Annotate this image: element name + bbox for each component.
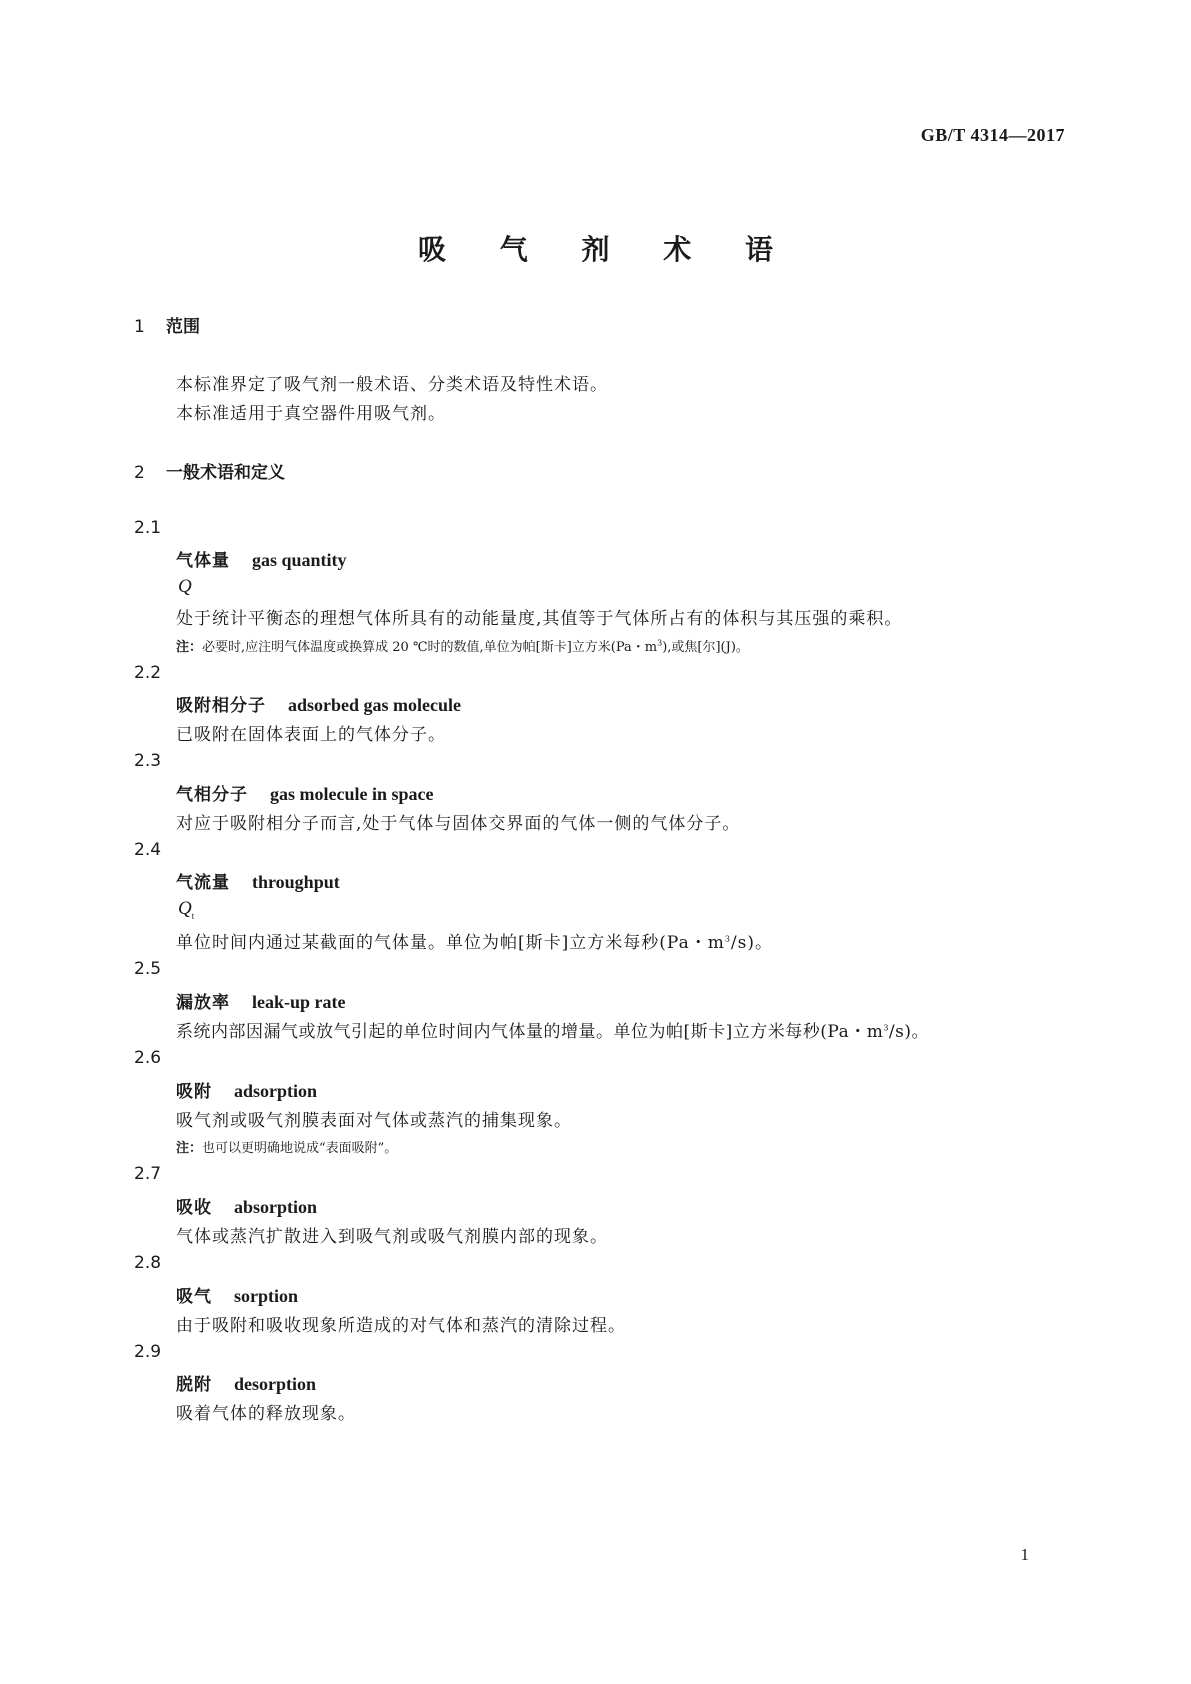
term-chinese: 吸附相分子	[176, 696, 266, 716]
term-english: throughput	[252, 872, 340, 892]
term-english: adsorption	[234, 1081, 318, 1101]
term-chinese: 漏放率	[176, 993, 230, 1013]
term-english: desorption	[234, 1374, 317, 1394]
note-label: 注：	[176, 1141, 203, 1156]
section-number: 2	[134, 463, 145, 483]
term-heading	[176, 780, 434, 805]
symbol-letter: Q	[178, 898, 192, 919]
term-english: adsorbed gas molecule	[288, 695, 461, 715]
definition-text: 单位时间内通过某截面的气体量。单位为帕[斯卡]立方米每秒(Pa・m	[176, 933, 725, 953]
definition-text: /s)。	[888, 1022, 930, 1042]
section-title: 一般术语和定义	[166, 463, 285, 483]
term-number: 2.9	[134, 1342, 162, 1362]
term-number: 2.2	[134, 663, 162, 683]
term-chinese: 气体量	[176, 551, 230, 571]
section-2-heading	[134, 458, 285, 483]
term-english: sorption	[234, 1286, 299, 1306]
term-heading	[176, 1282, 298, 1307]
term-number: 2.3	[134, 751, 162, 771]
note-text: 也可以更明确地说成“表面吸附”。	[202, 1141, 398, 1156]
term-heading	[176, 1370, 316, 1395]
term-number: 2.5	[134, 959, 162, 979]
term-english: gas molecule in space	[270, 784, 434, 804]
term-definition	[176, 928, 773, 953]
term-chinese: 气流量	[176, 873, 230, 893]
term-note	[176, 1137, 397, 1156]
symbol-subscript: t	[191, 910, 195, 921]
definition-text: 系统内部因漏气或放气引起的单位时间内气体量的增量。单位为帕[斯卡]立方米每秒(Pa・m	[176, 1022, 884, 1042]
note-label: 注：	[176, 640, 203, 655]
term-symbol	[178, 898, 194, 921]
term-definition	[176, 1017, 929, 1042]
term-note	[176, 636, 749, 655]
term-heading	[176, 1077, 317, 1102]
section-title: 范围	[166, 317, 200, 337]
scope-paragraph: 本标准界定了吸气剂一般术语、分类术语及特性术语。	[176, 375, 608, 395]
term-heading	[176, 546, 347, 571]
term-definition: 吸气剂或吸气剂膜表面对气体或蒸汽的捕集现象。	[176, 1111, 572, 1131]
term-heading	[176, 1193, 317, 1218]
term-definition: 已吸附在固体表面上的气体分子。	[176, 725, 446, 745]
term-number: 2.4	[134, 840, 162, 860]
term-heading	[176, 868, 340, 893]
term-number: 2.6	[134, 1048, 162, 1068]
term-number: 2.1	[134, 518, 162, 538]
note-text: 必要时,应注明气体温度或换算成 20 ℃时的数值,单位为帕[斯卡]立方米(Pa・m	[202, 640, 658, 655]
term-chinese: 吸附	[176, 1082, 212, 1102]
superscript: 3	[724, 934, 731, 944]
page-number: 1	[1020, 1545, 1029, 1564]
document-title: 吸 气 剂 术 语	[418, 233, 795, 266]
term-chinese: 脱附	[176, 1375, 212, 1395]
section-1-heading	[134, 312, 200, 337]
term-definition: 由于吸附和吸收现象所造成的对气体和蒸汽的清除过程。	[176, 1316, 626, 1336]
term-number: 2.8	[134, 1253, 162, 1273]
term-heading	[176, 691, 461, 716]
term-chinese: 吸收	[176, 1198, 212, 1218]
term-definition: 处于统计平衡态的理想气体所具有的动能量度,其值等于气体所占有的体积与其压强的乘积。	[176, 609, 903, 629]
superscript: 3	[657, 638, 663, 648]
standard-code: GB/T 4314—2017	[920, 125, 1065, 145]
section-number: 1	[134, 317, 145, 337]
superscript: 3	[883, 1023, 889, 1033]
note-text: ),或焦[尔](J)。	[662, 640, 749, 655]
term-number: 2.7	[134, 1164, 162, 1184]
term-english: gas quantity	[252, 550, 347, 570]
term-definition: 对应于吸附相分子而言,处于气体与固体交界面的气体一侧的气体分子。	[176, 814, 741, 834]
term-heading	[176, 988, 346, 1013]
scope-paragraph: 本标准适用于真空器件用吸气剂。	[176, 404, 446, 424]
term-definition: 吸着气体的释放现象。	[176, 1404, 356, 1424]
definition-text: /s)。	[730, 933, 774, 953]
term-definition: 气体或蒸汽扩散进入到吸气剂或吸气剂膜内部的现象。	[176, 1227, 608, 1247]
term-english: leak-up rate	[252, 992, 346, 1012]
term-chinese: 气相分子	[176, 785, 248, 805]
term-chinese: 吸气	[176, 1287, 212, 1307]
term-symbol: Q	[178, 576, 192, 597]
term-english: absorption	[234, 1197, 318, 1217]
